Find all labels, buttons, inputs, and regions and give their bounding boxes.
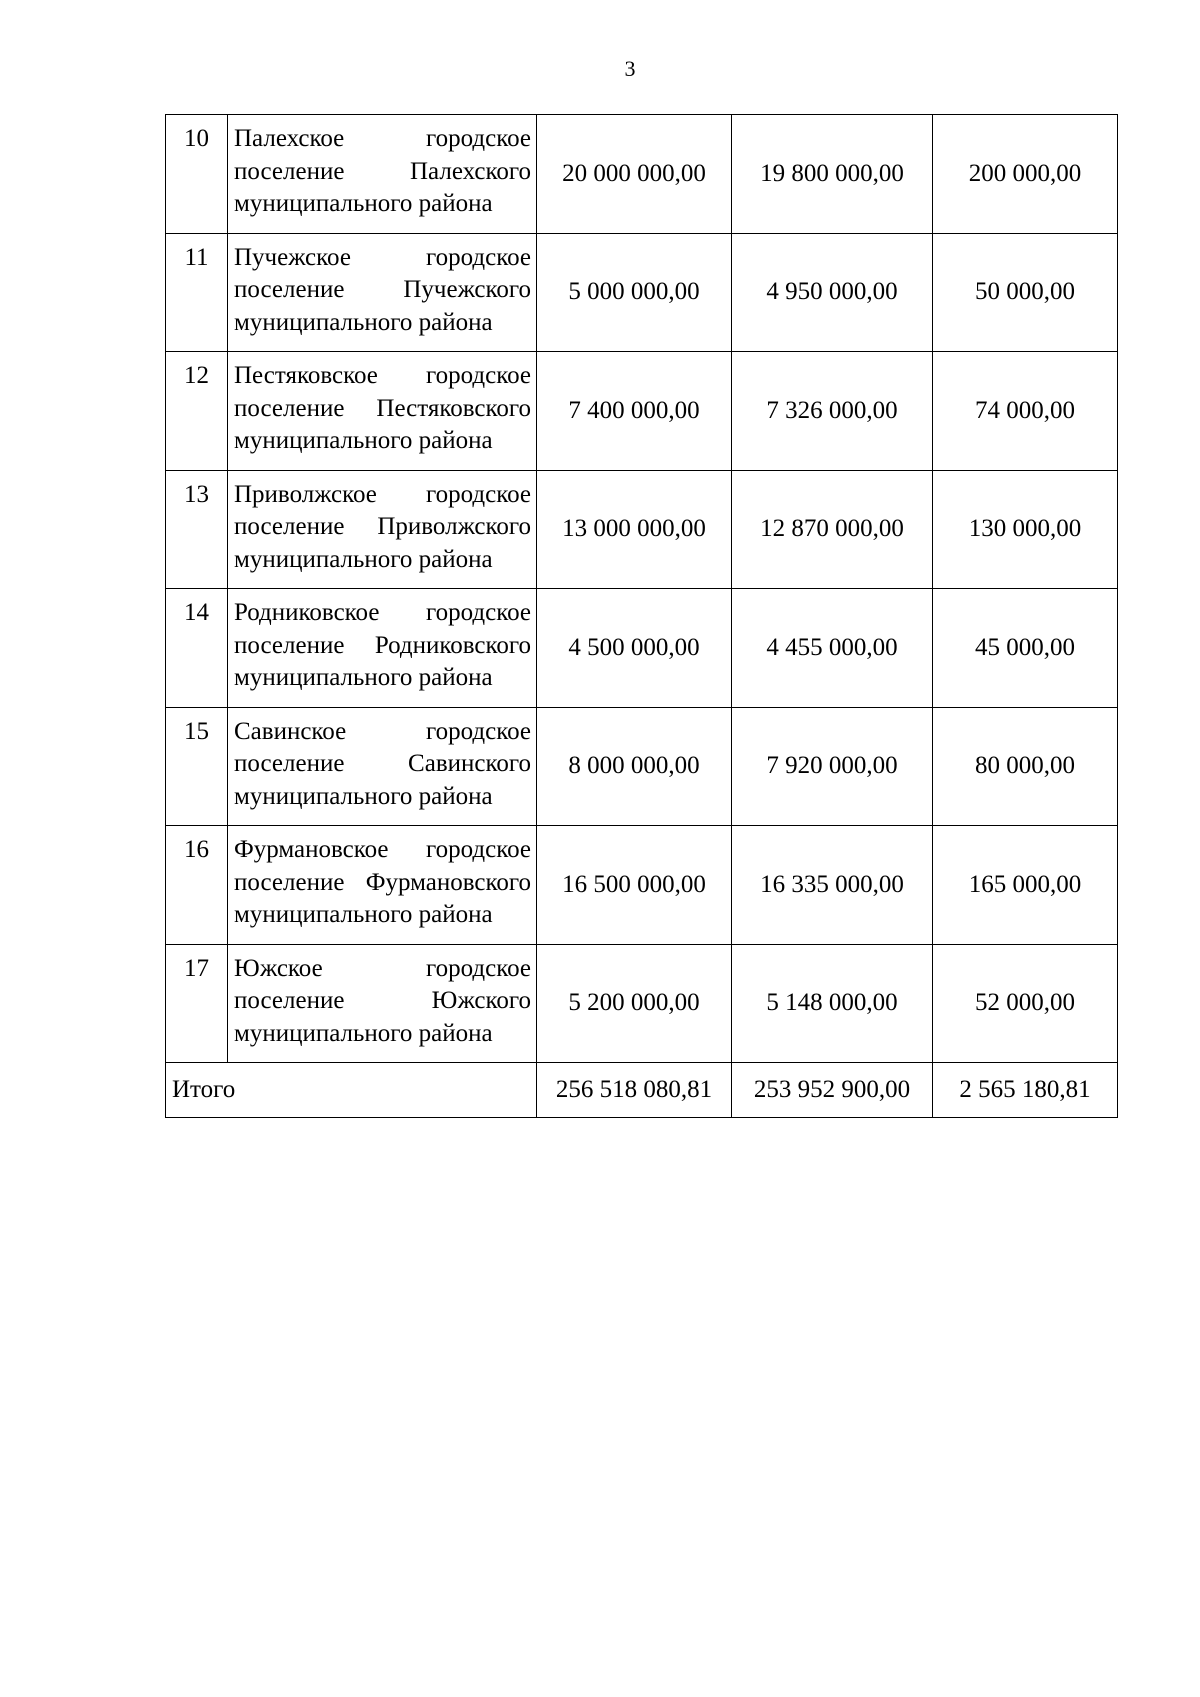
row-number: 15 (166, 707, 228, 826)
total-amount: 5 200 000,00 (537, 944, 732, 1063)
table-row (166, 707, 1118, 826)
total-row (166, 1063, 1118, 1118)
subsidy-amount: 19 800 000,00 (732, 115, 933, 234)
total-amount: 16 500 000,00 (537, 826, 732, 945)
row-number: 11 (166, 233, 228, 352)
table-row (166, 826, 1118, 945)
table-row (166, 115, 1118, 234)
grand-total-subsidy: 253 952 900,00 (732, 1063, 933, 1118)
subsidy-amount: 4 455 000,00 (732, 589, 933, 708)
municipality-name: Пучежское городское поселение Пучежского муниципального района (228, 233, 537, 352)
subsidy-amount: 16 335 000,00 (732, 826, 933, 945)
total-amount: 4 500 000,00 (537, 589, 732, 708)
table-row (166, 944, 1118, 1063)
subsidy-amount: 12 870 000,00 (732, 470, 933, 589)
total-amount: 5 000 000,00 (537, 233, 732, 352)
local-budget-amount: 165 000,00 (933, 826, 1118, 945)
row-number: 12 (166, 352, 228, 471)
subsidy-amount: 4 950 000,00 (732, 233, 933, 352)
row-number: 17 (166, 944, 228, 1063)
total-amount: 8 000 000,00 (537, 707, 732, 826)
municipality-name: Фурмановское городское поселение Фурмановского муниципального района (228, 826, 537, 945)
municipality-name: Савинское городское поселение Савинского муниципального района (228, 707, 537, 826)
local-budget-amount: 200 000,00 (933, 115, 1118, 234)
page-number: 3 (624, 56, 636, 81)
table-row (166, 589, 1118, 708)
row-number: 16 (166, 826, 228, 945)
table-body (166, 115, 1118, 1118)
row-number: 13 (166, 470, 228, 589)
table-row (166, 470, 1118, 589)
local-budget-amount: 50 000,00 (933, 233, 1118, 352)
municipality-name: Приволжское городское поселение Приволжского муниципального района (228, 470, 537, 589)
subsidy-amount: 5 148 000,00 (732, 944, 933, 1063)
subsidy-amount: 7 920 000,00 (732, 707, 933, 826)
municipality-name: Пестяковское городское поселение Пестяковского муниципального района (228, 352, 537, 471)
total-label: Итого (166, 1063, 537, 1118)
municipality-name: Родниковское городское поселение Родниковского муниципального района (228, 589, 537, 708)
total-amount: 20 000 000,00 (537, 115, 732, 234)
municipality-name: Палехское городское поселение Палехского муниципального района (228, 115, 537, 234)
local-budget-amount: 45 000,00 (933, 589, 1118, 708)
local-budget-amount: 74 000,00 (933, 352, 1118, 471)
municipality-name: Южское городское поселение Южского муниципального района (228, 944, 537, 1063)
subsidy-amount: 7 326 000,00 (732, 352, 933, 471)
table-row (166, 233, 1118, 352)
table-row (166, 352, 1118, 471)
grand-total-local: 2 565 180,81 (933, 1063, 1118, 1118)
total-amount: 13 000 000,00 (537, 470, 732, 589)
distribution-table (165, 114, 1118, 1118)
row-number: 10 (166, 115, 228, 234)
local-budget-amount: 52 000,00 (933, 944, 1118, 1063)
row-number: 14 (166, 589, 228, 708)
local-budget-amount: 130 000,00 (933, 470, 1118, 589)
local-budget-amount: 80 000,00 (933, 707, 1118, 826)
grand-total-amount: 256 518 080,81 (537, 1063, 732, 1118)
total-amount: 7 400 000,00 (537, 352, 732, 471)
